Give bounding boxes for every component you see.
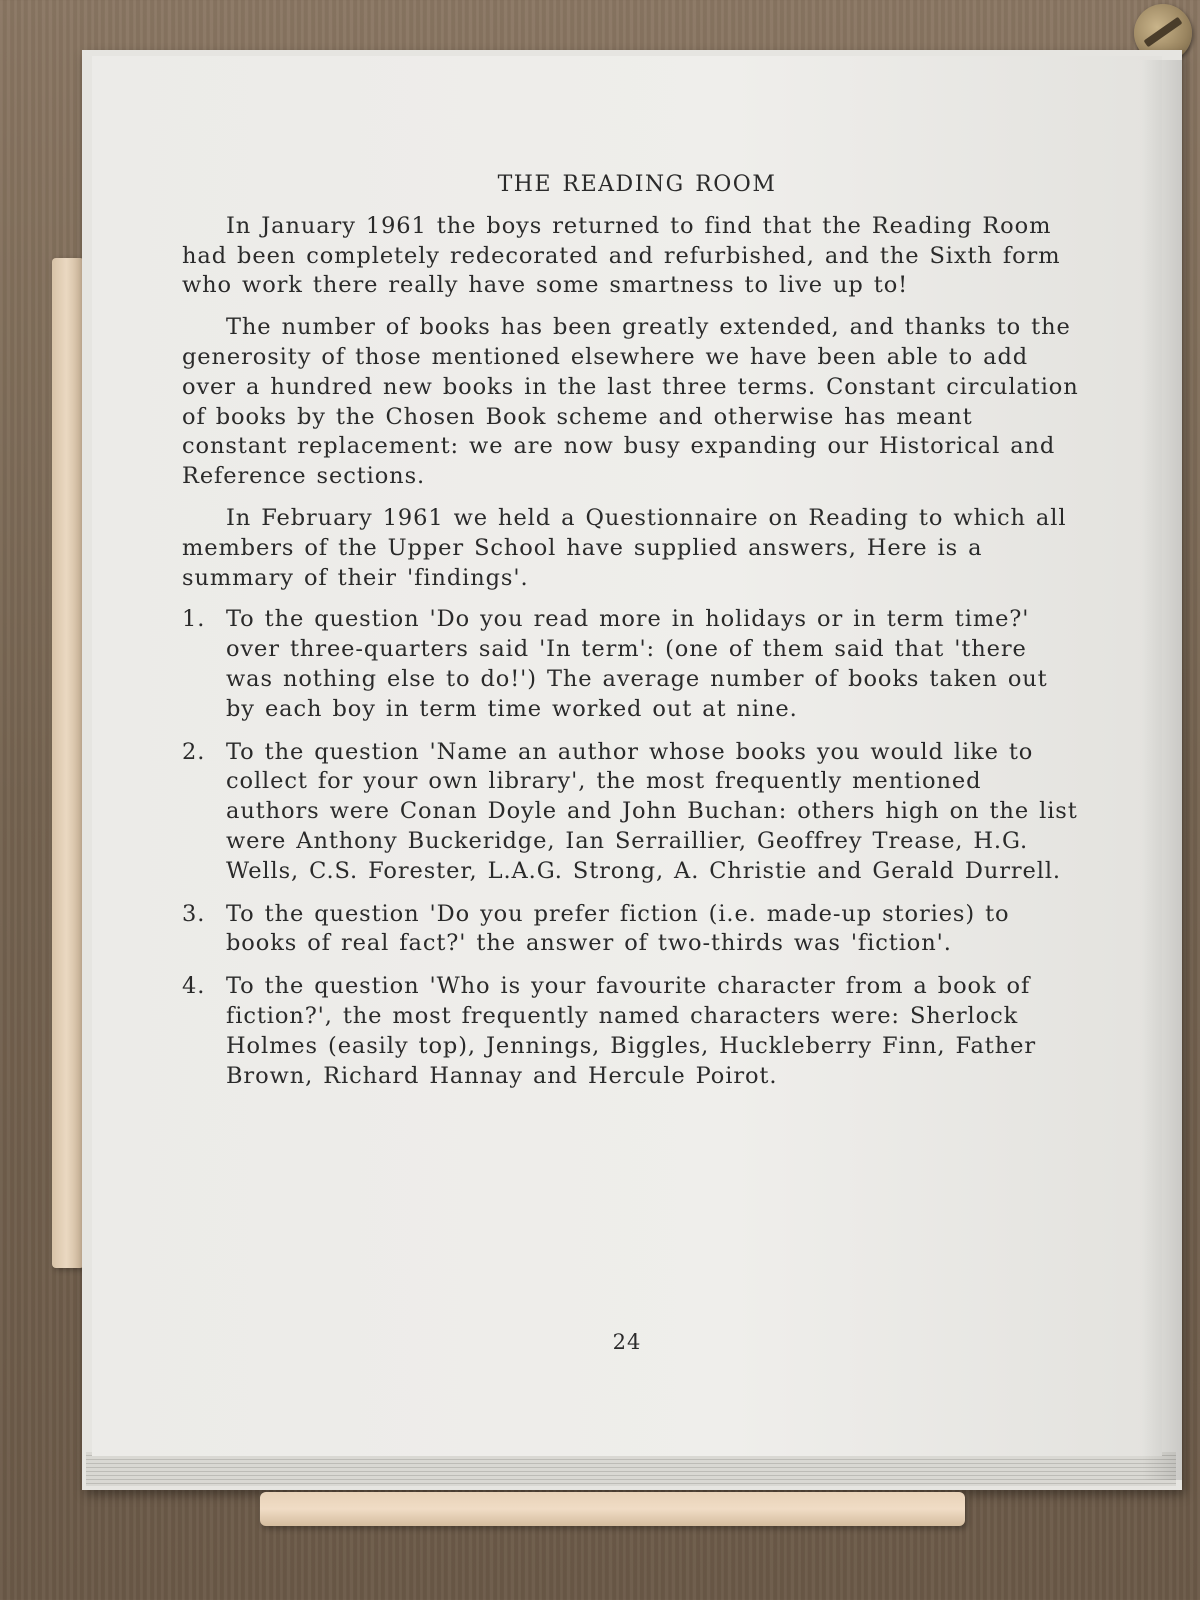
finding-text: To the question 'Do you prefer fiction (i.e. made-up stories) to books of real fact?' the answer of two-thirds was 'fiction'. (226, 900, 1010, 957)
finding-number: 3. (182, 900, 206, 927)
finding-item-2 (182, 738, 1082, 887)
page-number: 24 (612, 1330, 642, 1354)
finding-item-4 (182, 972, 1082, 1091)
booklet-page-edges (86, 1452, 1176, 1486)
paragraph-books-extended: The number of books has been greatly extended, and thanks to the generosity of those mentioned elsewhere we have been able to add over a hundred new books in the last three terms. Constant circulation of books by the Chosen Book scheme and otherwise has meant constant replacement: we are now busy expanding our Historical and Reference sections. (182, 314, 1079, 490)
finding-item-1 (182, 605, 1082, 724)
page-title: THE READING ROOM (497, 172, 777, 197)
finding-item-3 (182, 900, 1082, 960)
wooden-support-left (52, 258, 84, 1268)
finding-text: To the question 'Who is your favourite character from a book of fiction?', the most frequently named characters were: Sherlock Holmes (easily top), Jennings, Biggles, Huckleberry Finn, Father Brown, Richard Hannay and Hercule Poirot. (226, 973, 1037, 1089)
page-gutter-shadow (1142, 60, 1182, 1480)
finding-number: 2. (182, 738, 206, 765)
finding-number: 4. (182, 973, 206, 1000)
wooden-support-bottom (260, 1492, 965, 1526)
paragraph-questionnaire: In February 1961 we held a Questionnaire on Reading to which all members of the Upper School have supplied answers, Here is a summary of their 'findings'. (182, 504, 1067, 591)
paragraph-reading-room-redecorated: In January 1961 the boys returned to find that the Reading Room had been completely redecorated and refurbished, and the Sixth form who work there really have some smartness to live up to! (182, 212, 1061, 299)
finding-text: To the question 'Name an author whose books you would like to collect for your own library', the most frequently mentioned authors were Conan Doyle and John Buchan: others high on the list were Anthony Buckeridge, Ian Serraillier, Geoffrey Trease, H.G. Wells, C.S. Forester, L.A.G. Strong, A. Christie and Gerald Durrell. (226, 738, 1078, 884)
screw-slot (1144, 17, 1183, 48)
finding-text: To the question 'Do you read more in holidays or in term time?' over three-quarters said 'In term': (one of them said that 'there was nothing else to do!') The average number of books taken out by each boy in term time worked out at nine. (226, 606, 1048, 722)
finding-number: 1. (182, 606, 206, 633)
page-content (182, 170, 1082, 1104)
